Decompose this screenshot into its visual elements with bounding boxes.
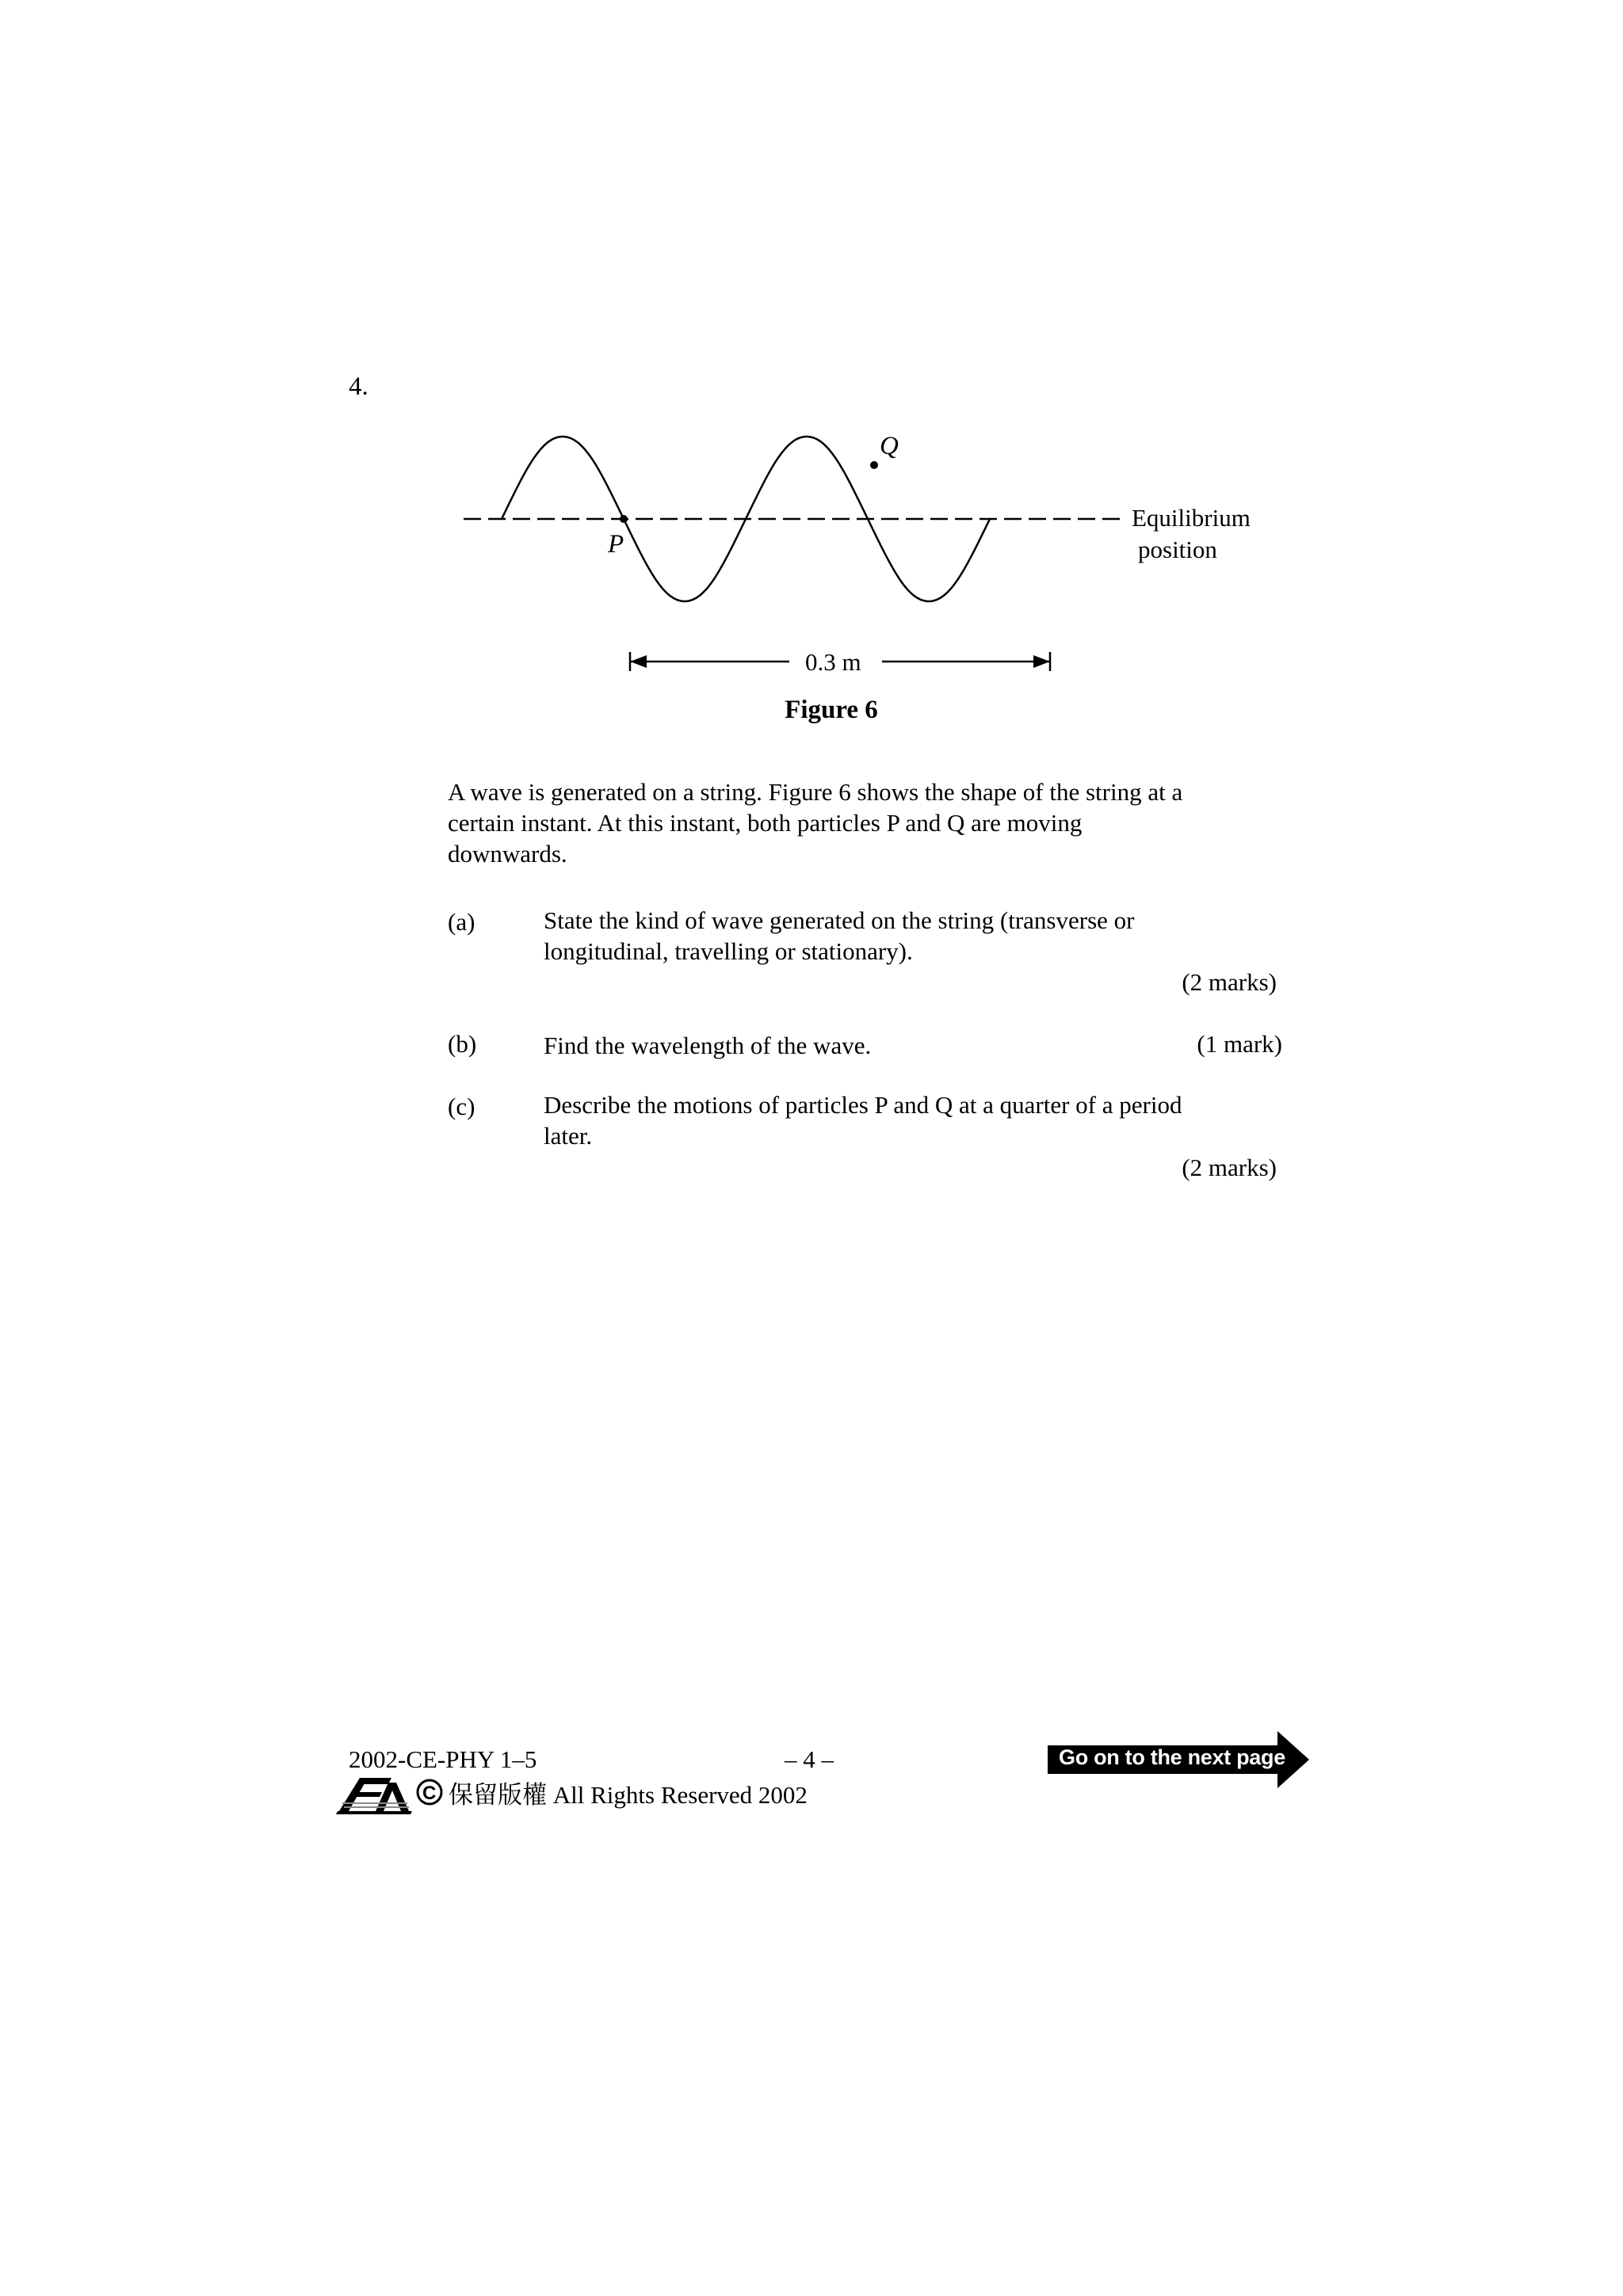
distance-label: 0.3 m (805, 648, 861, 676)
part-c-line-1: Describe the motions of particles P and Q at a quarter of a period (544, 1091, 1182, 1119)
particle-p (620, 515, 628, 523)
figure-caption: Figure 6 (785, 696, 878, 724)
intro-line-1: A wave is generated on a string. Figure 6 shows the shape of the string at a (448, 778, 1183, 806)
paper-code: 2002-CE-PHY 1–5 (349, 1745, 537, 1773)
copyright-icon (415, 1778, 444, 1806)
page-number: – 4 – (785, 1745, 834, 1773)
part-a-label: (a) (448, 908, 475, 936)
part-b-label: (b) (448, 1030, 477, 1058)
intro-line-3: downwards. (448, 840, 567, 868)
part-b-marks: (1 mark) (1197, 1030, 1282, 1058)
next-page-label: Go on to the next page (1059, 1745, 1285, 1769)
hkeaa-logo-icon (336, 1772, 415, 1814)
label-p: P (608, 530, 624, 559)
part-b-text: Find the wavelength of the wave. (544, 1032, 872, 1059)
part-a-line-2: longitudinal, travelling or stationary). (544, 937, 913, 965)
part-c-label: (c) (448, 1093, 475, 1120)
part-c-line-2: later. (544, 1122, 593, 1150)
part-c-text (544, 1089, 1277, 1151)
part-a-marks: (2 marks) (1182, 968, 1277, 996)
wave-figure (452, 416, 1323, 685)
label-q: Q (880, 432, 899, 460)
particle-q (870, 461, 878, 469)
part-a-line-1: State the kind of wave generated on the string (transverse or (544, 906, 1135, 934)
question-intro (448, 776, 1277, 869)
part-c-marks: (2 marks) (1182, 1154, 1277, 1181)
copyright-text: 保留版權 All Rights Reserved 2002 (449, 1781, 808, 1809)
copyright-letter: C (422, 1783, 437, 1804)
part-a-text (544, 905, 1277, 967)
question-number: 4. (349, 372, 369, 401)
intro-line-2: certain instant. At this instant, both particles P and Q are moving (448, 809, 1083, 837)
equilibrium-label-2: position (1138, 536, 1217, 563)
equilibrium-label-1: Equilibrium (1132, 504, 1251, 532)
